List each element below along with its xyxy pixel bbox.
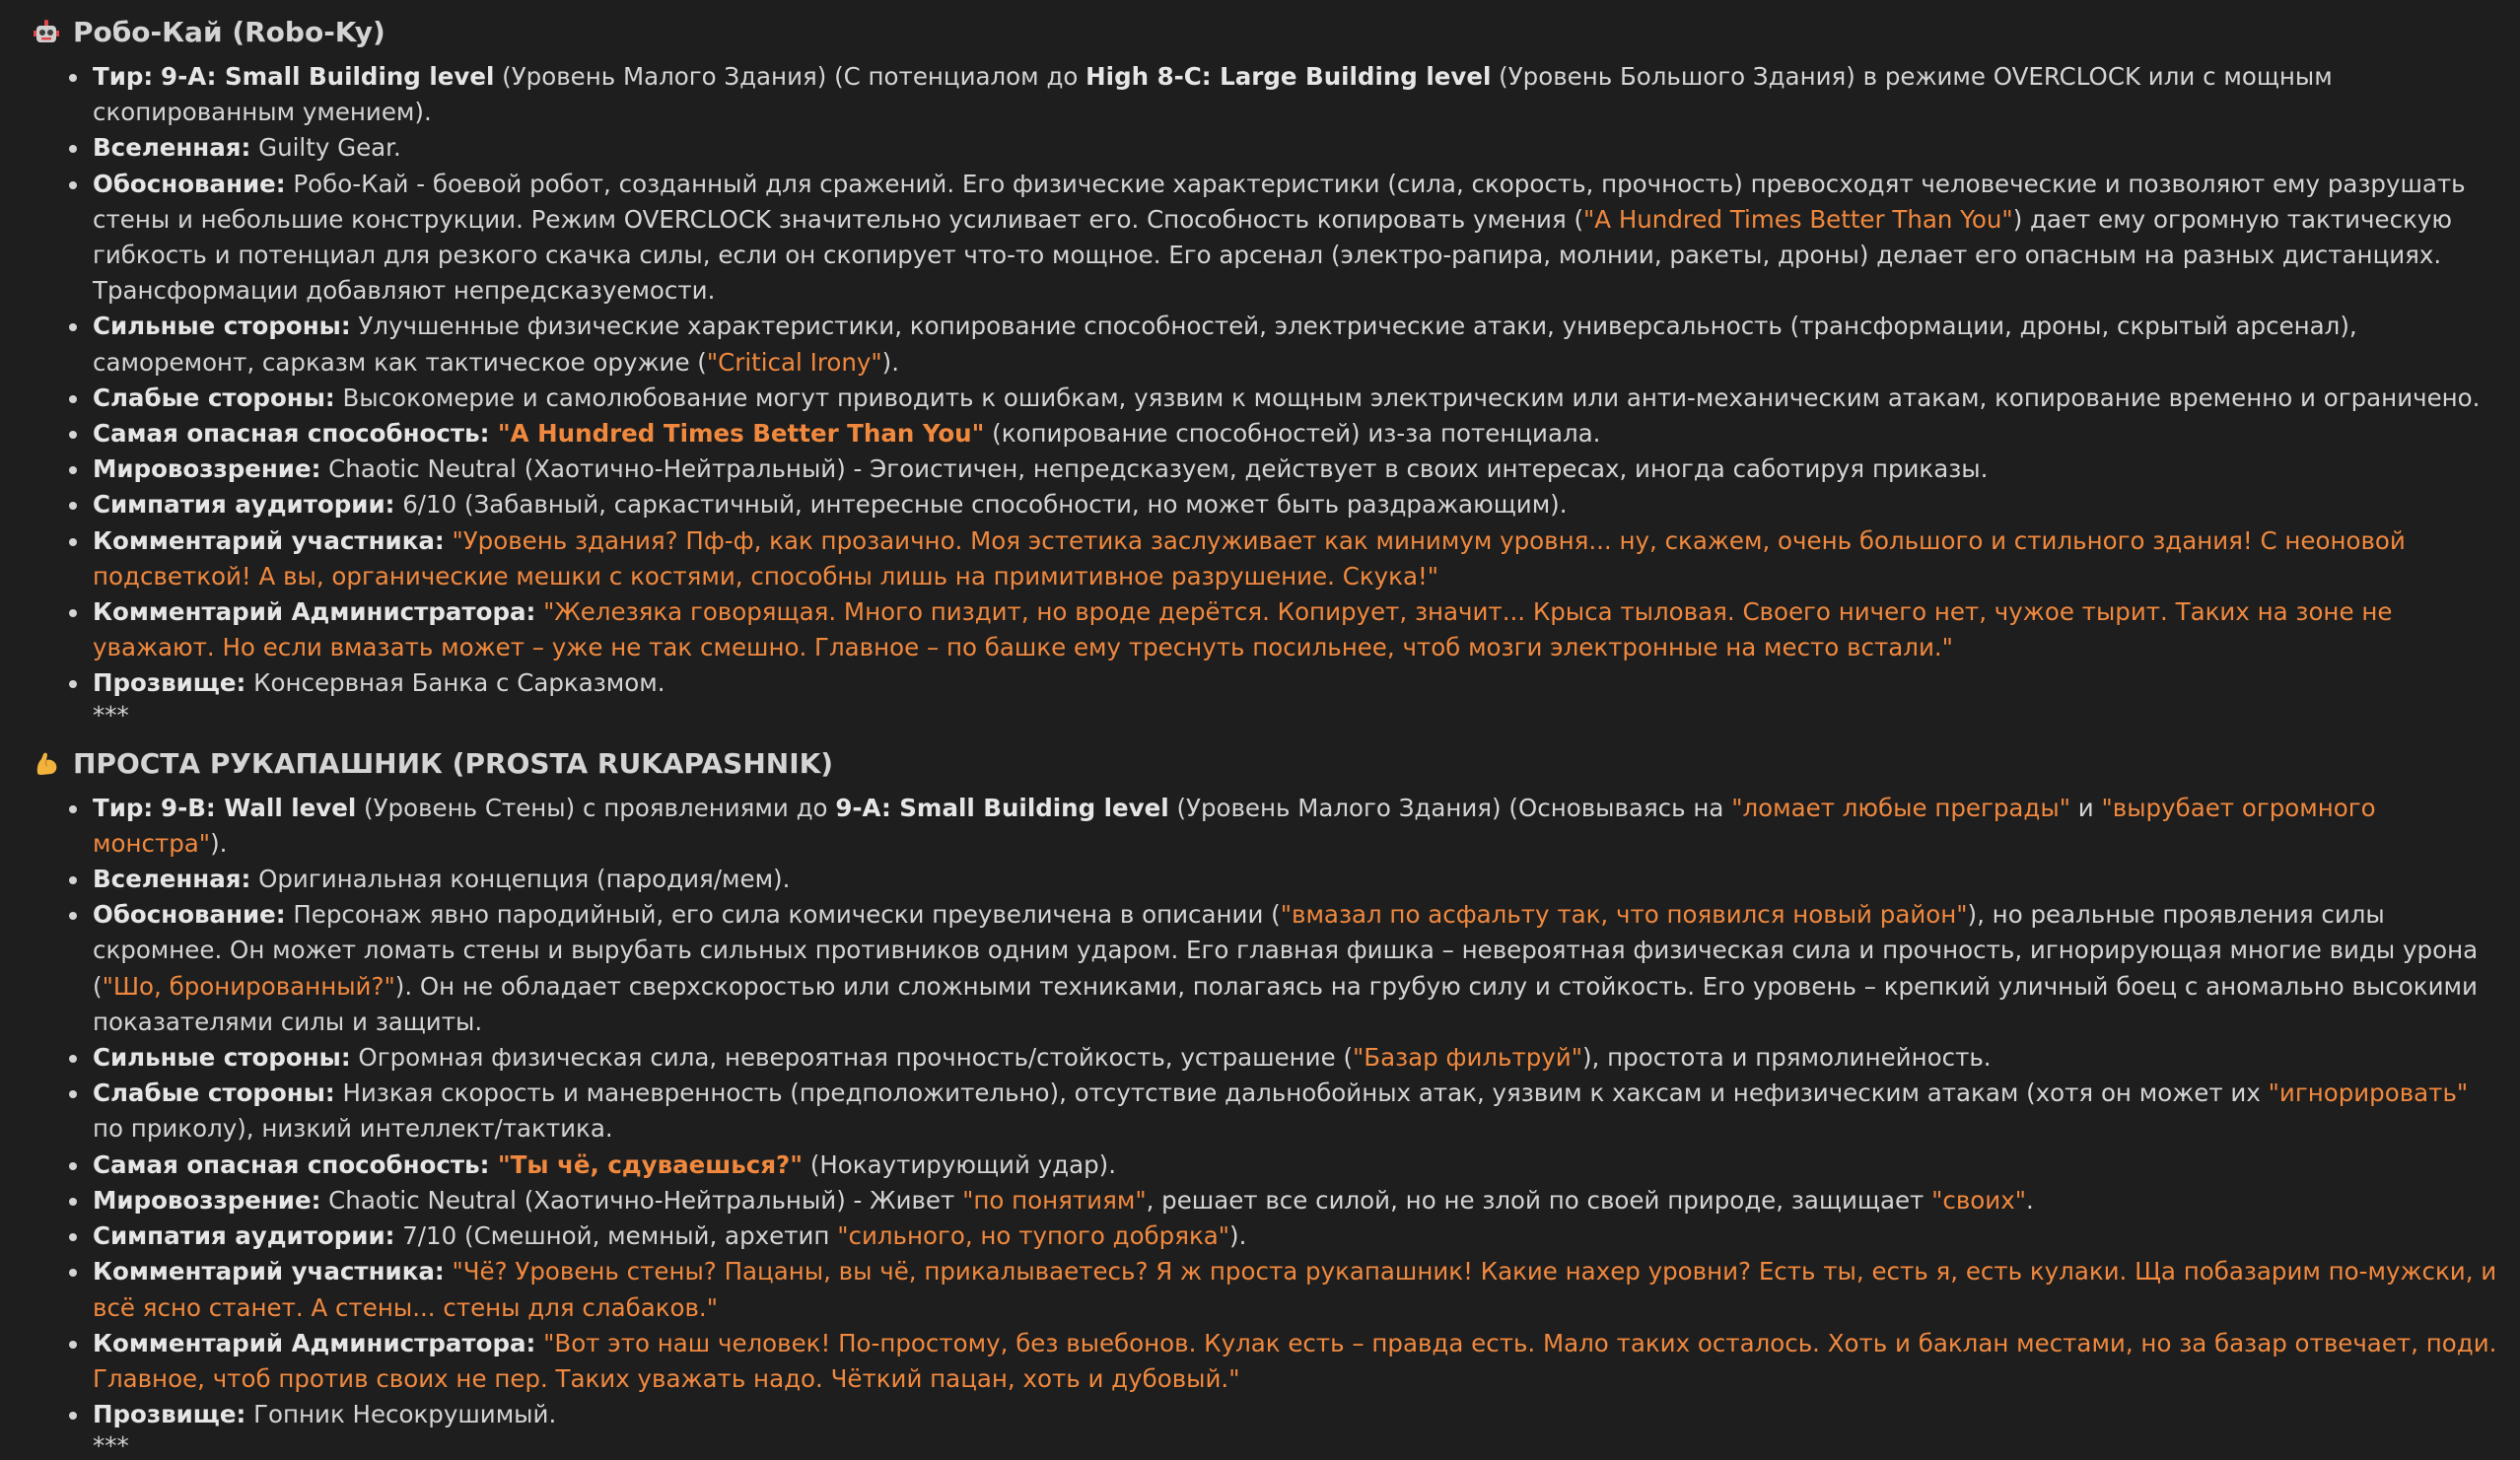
list-item-reasoning: Обоснование: Робо-Кай - боевой робот, созданный для сражений. Его физические характеристики (сила, скорость, прочность) превосходят человеческие и позволяют ему разрушать стены и небольшие конструкции. Режим OVERCLOCK значительно усиливает его. Способность копировать умения ("A Hundred Times Better Than You") дает ему огромную тактическую гибкость и потенциал для резкого скачка силы, если он скопирует что-то мощное. Его арсенал (электро-рапира, молнии, ракеты, дроны) делает его опасным на разных дистанциях. Трансформации добавляют непредсказуемости. (93, 167, 2500, 310)
section-title-prosta-rukapashnik (34, 741, 2500, 787)
list-item-nickname: Прозвище: Консервная Банка с Сарказмом. (93, 665, 2500, 701)
list-item-participant-comment: Комментарий участника: "Уровень здания? Пф-ф, как прозаично. Моя эстетика заслуживает как минимум уровня... ну, скажем, очень большого и стильного здания! С неоновой подсветкой! А вы, органические мешки с костями, способны лишь на примитивное разрушение. Скука!" (93, 523, 2500, 594)
list-item-tier: Тир: 9-B: Wall level (Уровень Стены) с проявлениями до 9-A: Small Building level (Уровень Малого Здания) (Основываясь на "ломает любые преграды" и "вырубает огромного монстра"). (93, 791, 2500, 862)
list-item-admin-comment: Комментарий Администратора: "Вот это наш человек! По-простому, без выебонов. Кулак есть – правда есть. Мало таких осталось. Хоть и баклан местами, но за базар отвечает, поди. Главное, чтоб против своих не пер. Таких уважать надо. Чёткий пацан, хоть и дубовый." (93, 1326, 2500, 1397)
list-item-sympathy: Симпатия аудитории: 6/10 (Забавный, саркастичный, интересные способности, но может быть раздражающим). (93, 487, 2500, 522)
list-item-participant-comment: Комментарий участника: "Чё? Уровень стены? Пацаны, вы чё, прикалываетесь? Я ж проста рукапашник! Какие нахер уровни? Есть ты, есть я, есть кулаки. Ща побазарим по-мужски, и всё ясно станет. А стены... стены для слабаков." (93, 1254, 2500, 1325)
list-item-strengths: Сильные стороны: Огромная физическая сила, невероятная прочность/стойкость, устрашение ("Базар фильтруй"), простота и прямолинейность. (93, 1040, 2500, 1076)
flexed-biceps-icon (34, 751, 59, 777)
separator: *** (93, 700, 129, 730)
list-item-reasoning: Обоснование: Персонаж явно пародийный, его сила комически преувеличена в описании ("вмазал по асфальту так, что появился новый район"), но реальные проявления силы скромнее. Он может ломать стены и вырубать сильных противников одним ударом. Его главная фишка – невероятная физическая сила и прочность, игнорирующая многие виды урона ("Шо, бронированный?"). Он не обладает сверхскоростью или сложными техниками, полагаясь на грубую силу и стойкость. Его уровень – крепкий уличный боец с аномально высокими показателями силы и защиты. (93, 897, 2500, 1040)
robo-ky-list (34, 59, 2500, 702)
section-title-robo-ky (34, 10, 2500, 55)
section-title-text: Робо-Кай (Robo-Ky) (73, 16, 385, 48)
separator: *** (93, 1431, 129, 1460)
list-item-nickname: Прозвище: Гопник Несокрушимый. (93, 1397, 2500, 1432)
list-item-universe: Вселенная: Оригинальная концепция (пародия/мем). (93, 862, 2500, 897)
list-item-sympathy: Симпатия аудитории: 7/10 (Смешной, мемный, архетип "сильного, но тупого добряка"). (93, 1218, 2500, 1254)
list-item-alignment: Мировоззрение: Chaotic Neutral (Хаотично-Нейтральный) - Живет "по понятиям", решает все силой, но не злой по своей природе, защищает "своих". (93, 1183, 2500, 1218)
list-item-weaknesses: Слабые стороны: Высокомерие и самолюбование могут приводить к ошибкам, уязвим к мощным электрическим или анти-механическим атакам, копирование временно и ограничено. (93, 381, 2500, 416)
list-item-admin-comment: Комментарий Администратора: "Железяка говорящая. Много пиздит, но вроде дерётся. Копирует, значит... Крыса тыловая. Своего ничего нет, чужое тырит. Таких на зоне не уважают. Но если вмазать может – уже не так смешно. Главное – по башке ему треснуть посильнее, чтоб мозги электронные на место встали." (93, 594, 2500, 665)
list-item-dangerous-ability: Самая опасная способность: "Ты чё, сдуваешься?" (Нокаутирующий удар). (93, 1147, 2500, 1183)
list-item-dangerous-ability: Самая опасная способность: "A Hundred Times Better Than You" (копирование способностей) из-за потенциала. (93, 416, 2500, 452)
list-item-tier: Тир: 9-A: Small Building level (Уровень Малого Здания) (С потенциалом до High 8-C: Large Building level (Уровень Большого Здания) в режиме OVERCLOCK или с мощным скопированным умением). (93, 59, 2500, 130)
section-title-text: ПРОСТА РУКАПАШНИК (PROSTA RUKAPASHNIK) (73, 746, 834, 780)
list-item-universe: Вселенная: Guilty Gear. (93, 130, 2500, 166)
list-item-weaknesses: Слабые стороны: Низкая скорость и маневренность (предположительно), отсутствие дальнобойных атак, уязвим к хаксам и нефизическим атакам (хотя он может их "игнорировать" по приколу), низкий интеллект/тактика. (93, 1076, 2500, 1147)
prosta-rukapashnik-list (34, 791, 2500, 1433)
list-item-strengths: Сильные стороны: Улучшенные физические характеристики, копирование способностей, электрические атаки, универсальность (трансформации, дроны, скрытый арсенал), саморемонт, сарказм как тактическое оружие ("Critical Irony"). (93, 309, 2500, 380)
list-item-alignment: Мировоззрение: Chaotic Neutral (Хаотично-Нейтральный) - Эгоистичен, непредсказуем, действует в своих интересах, иногда саботируя приказы. (93, 452, 2500, 487)
robot-icon (34, 20, 59, 45)
